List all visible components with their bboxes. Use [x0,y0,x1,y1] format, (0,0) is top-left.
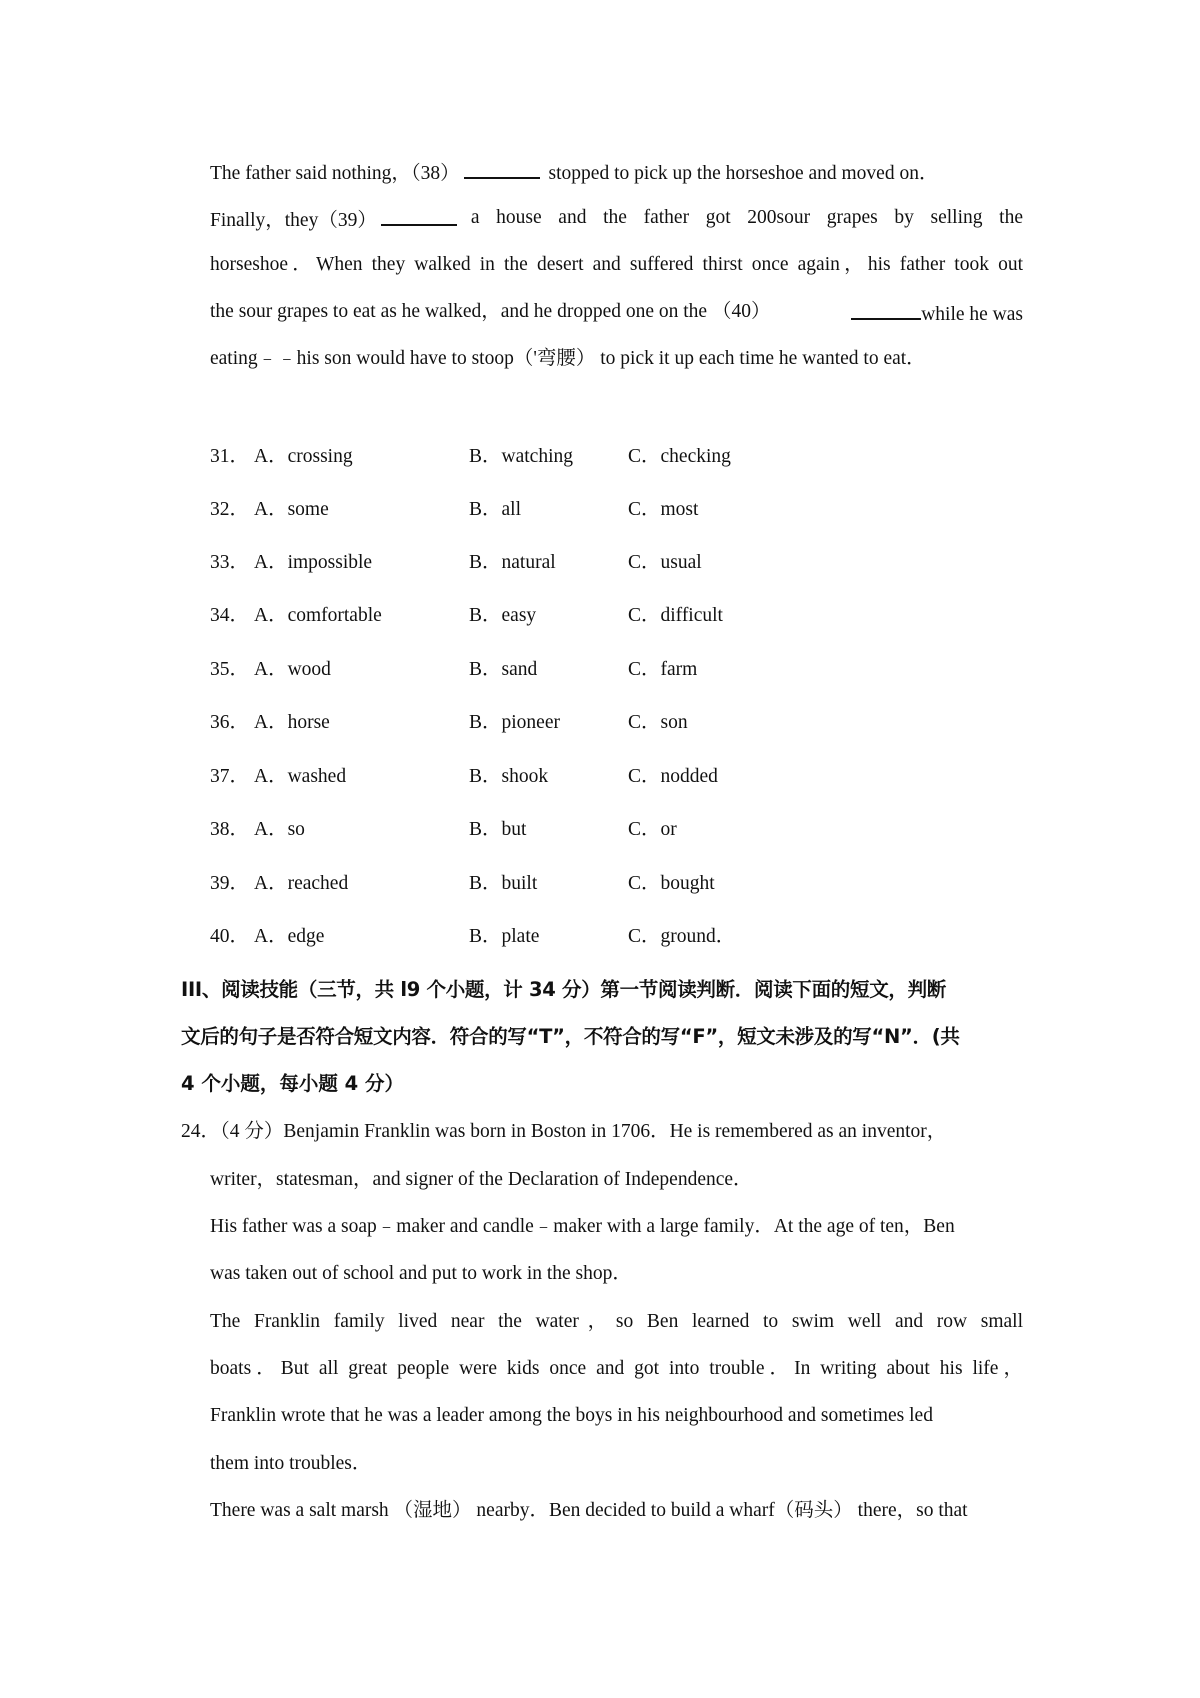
option-b: B．easy [469,605,537,626]
passage-line-3 [210,255,1023,275]
answer-blank-40 [851,302,921,320]
option-a: A．washed [254,766,347,787]
q24-line-2: writer，statesman，and signer of the Declaration of Independence． [210,1169,753,1190]
question-number: 31． [210,446,250,467]
passage-text-group [210,208,461,231]
passage-text: a house and the father got 200sour grapes by selling the [470,207,1023,228]
question-number: 39． [210,873,250,894]
passage-line-5 [210,349,926,369]
q24-line-7: Franklin wrote that he was a leader among the boys in his neighbourhood and sometimes led [210,1405,933,1426]
option-a: A．reached [254,873,349,894]
question-number: 36． [210,712,250,733]
passage-line-2 [210,208,1023,231]
option-a: A．comfortable [254,605,382,626]
passage-text: while he was [921,304,1023,325]
q24-line-1: 24．（4 分）Benjamin Franklin was born in Boston in 1706．He is remembered as an inventor， [181,1121,947,1142]
passage-text: the sour grapes to eat as he walked，and he dropped one on the （40） [210,301,771,322]
option-a: A．crossing [254,446,353,467]
passage-line-4 [210,302,1023,325]
question-number: 34． [210,605,250,626]
option-c: C．nodded [628,766,718,787]
q24-line-6: boats．But all great people were kids once and got into trouble．In writing about his life， [210,1358,1023,1379]
section-heading-line-2: 文后的句子是否符合短文内容．符合的写“T”，不符合的写“F”，短文未涉及的写“N”．(共 [181,1025,960,1048]
option-c: C．son [628,712,688,733]
option-b: B．watching [469,446,573,467]
option-a: A．edge [254,926,325,947]
option-b: B．but [469,819,527,840]
option-a: A．some [254,499,329,520]
section-heading-line-3: 4 个小题，每小题 4 分） [181,1072,405,1095]
answer-blank-39 [381,208,457,226]
passage-text: Finally，they（39） [210,210,377,231]
option-c: C．checking [628,446,731,467]
option-b: B．natural [469,552,556,573]
option-c: C．ground． [628,926,736,947]
question-number: 38． [210,819,250,840]
q24-line-4: was taken out of school and put to work in the shop． [210,1263,632,1284]
option-a: A．so [254,819,305,840]
passage-text: horseshoe．When they walked in the desert and suffered thirst once again，his father took out [210,254,1023,275]
option-a: A．horse [254,712,330,733]
option-b: B．pioneer [469,712,560,733]
q24-line-9: There was a salt marsh （湿地） nearby．Ben decided to build a wharf（码头） there，so that [210,1500,968,1521]
option-b: B．shook [469,766,549,787]
q24-line-5: The Franklin family lived near the water，so Ben learned to swim well and row small [210,1311,1023,1332]
option-a: A．impossible [254,552,373,573]
option-c: C．farm [628,659,698,680]
answer-blank-38 [464,161,540,179]
question-number: 33． [210,552,250,573]
option-c: C．difficult [628,605,723,626]
passage-text: eating﹣﹣his son would have to stoop（'弯腰） to pick it up each time he wanted to eat． [210,348,926,369]
question-number: 40． [210,926,250,947]
passage-text-group [851,302,1023,325]
q24-line-8: them into troubles． [210,1453,372,1474]
option-a: A．wood [254,659,331,680]
option-b: B．sand [469,659,538,680]
passage-text: stopped to pick up the horseshoe and moved on． [548,163,939,184]
option-b: B．all [469,499,521,520]
question-number: 35． [210,659,250,680]
passage-text: The father said nothing，（38） [210,163,460,184]
passage-line-1 [210,161,938,184]
option-b: B．built [469,873,538,894]
option-c: C．most [628,499,699,520]
option-c: C．usual [628,552,702,573]
q24-line-3: His father was a soap﹣maker and candle﹣maker with a large family．At the age of ten，Ben [210,1216,955,1237]
option-c: C．bought [628,873,715,894]
section-heading-line-1: III、阅读技能（三节，共 l9 个小题，计 34 分）第一节阅读判断．阅读下面的短文，判断 [181,978,947,1001]
option-b: B．plate [469,926,540,947]
option-c: C．or [628,819,677,840]
question-number: 37． [210,766,250,787]
question-number: 32． [210,499,250,520]
